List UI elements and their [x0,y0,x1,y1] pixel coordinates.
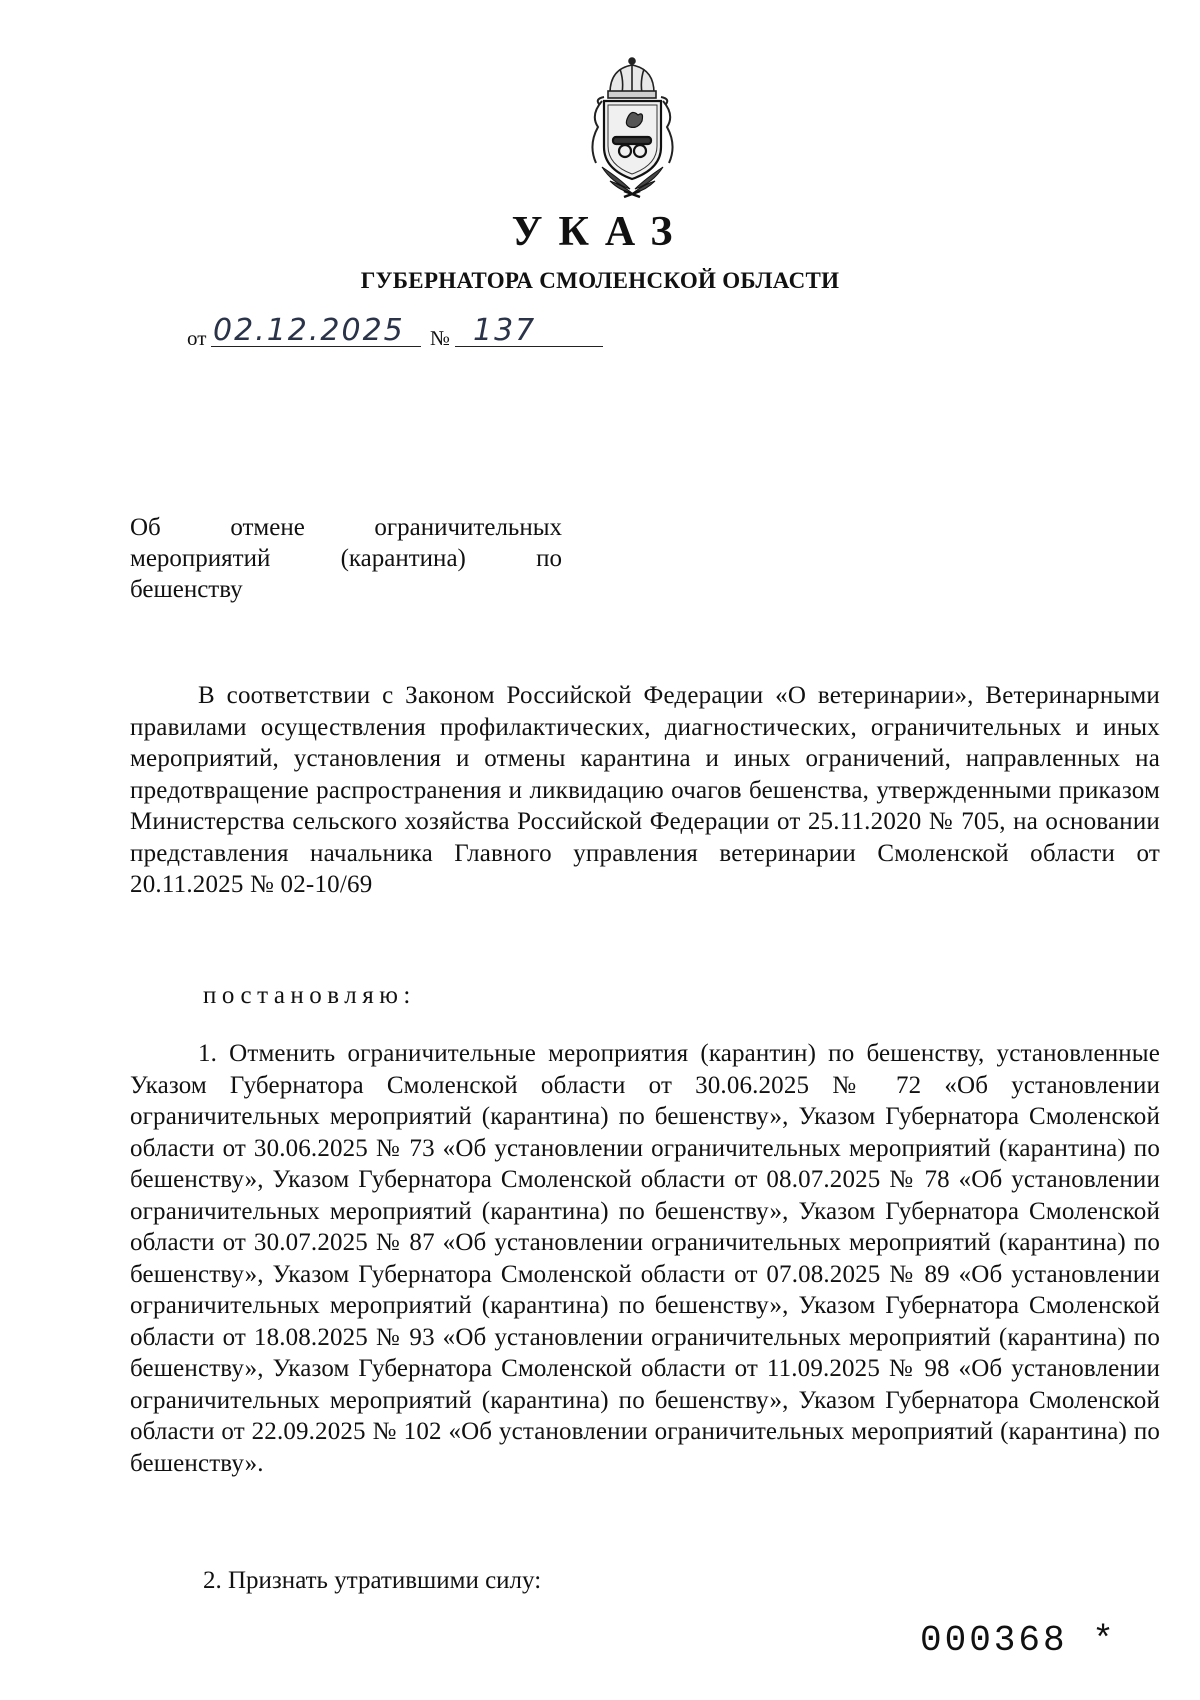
item-1-paragraph: 1. Отменить ограничительные мероприятия (карантин) по бешенству, установленные Указом Губернатора Смоленской области от 30.06.2025 № 72 «Об установлении ограничительных мероприятий (карантина) по бешенству», Указом Губернатора Смоленской области от 30.06.2025 № 73 «Об установлении ограничительных мероприятий (карантина) по бешенству», Указом Губернатора Смоленской области от 08.07.2025 № 78 «Об установлении ограничительных мероприятий (карантина) по бешенству», Указом Губернатора Смоленской области от 30.07.2025 № 87 «Об установлении ограничительных мероприятий (карантина) по бешенству», Указом Губернатора Смоленской области от 07.08.2025 № 89 «Об установлении ограничительных мероприятий (карантина) по бешенству», Указом Губернатора Смоленской области от 18.08.2025 № 93 «Об установлении ограничительных мероприятий (карантина) по бешенству», Указом Губернатора Смоленской области от 11.09.2025 № 98 «Об установлении ограничительных мероприятий (карантина) по бешенству», Указом Губернатора Смоленской области от 22.09.2025 № 102 «Об установлении ограничительных мероприятий (карантина) по бешенству». [130,1040,1160,1477]
subject-word: мероприятий [130,545,271,572]
subject-word: (карантина) [340,545,466,572]
handwritten-number: 137 [455,316,603,347]
preamble-paragraph: В соответствии с Законом Российской Федерации «О ветеринарии», Ветеринарными правилами осуществления профилактических, диагностических, ограничительных и иных мероприятий, установления и отмены карантина и иных ограничений, направленных на предотвращение распространения и ликвидацию очагов бешенства, утвержденными приказом Министерства сельского хозяйства Российской Федерации от 25.11.2020 № 705, на основании представления начальника Главного управления ветеринарии Смоленской области от 20.11.2025 № 02-10/69 [130,682,1160,898]
document-title: УКАЗ [511,209,689,255]
subject-word: отмене [230,514,305,541]
date-label: от [187,326,207,350]
decree-word: постановляю: [203,982,416,1009]
subject-line-2 [130,543,562,574]
subject-line-3: бешенству [130,576,243,603]
preamble [130,680,1160,901]
serial-number: 000368 * [920,1620,1117,1661]
item-1 [130,1038,1160,1479]
subject-line-1 [130,512,562,543]
subject-heading [130,512,562,605]
subject-word: по [536,545,562,572]
smolensk-coat-of-arms-icon [580,55,685,200]
item-2: 2. Признать утратившими силу: [203,1567,542,1594]
subject-word: ограничительных [374,514,563,541]
handwritten-date: 02.12.2025 [211,316,421,347]
number-label: № [430,326,451,350]
document-subtitle: ГУБЕРНАТОРА СМОЛЕНСКОЙ ОБЛАСТИ [360,268,840,293]
subject-word: Об [130,514,161,541]
